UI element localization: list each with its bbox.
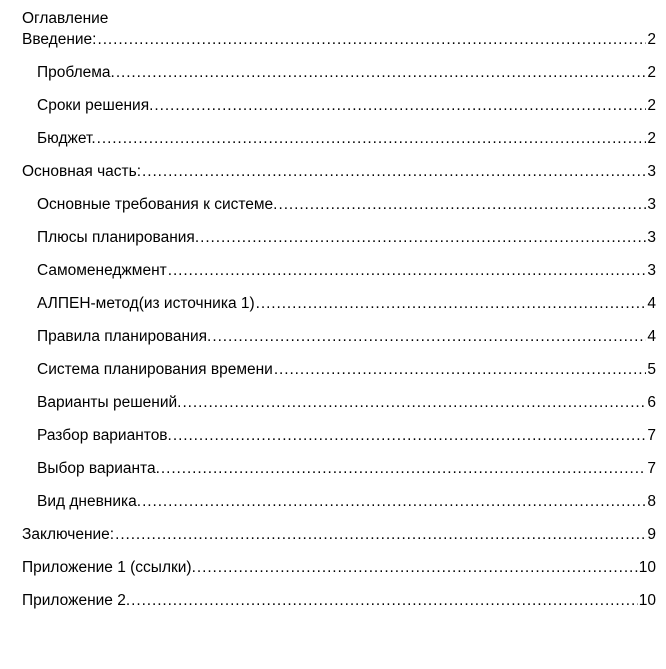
toc-entry-title: Вид дневника. [37, 493, 142, 510]
toc-entry-page-number: 6 [647, 394, 656, 411]
toc-entry-page-number: 9 [647, 526, 656, 543]
toc-entry[interactable] [22, 96, 656, 129]
toc-dot-leader [197, 558, 638, 578]
toc-entry[interactable] [22, 228, 656, 261]
toc-dot-leader [161, 459, 646, 479]
toc-entry[interactable] [22, 591, 656, 624]
toc-entry[interactable] [22, 129, 656, 162]
toc-entry[interactable] [22, 558, 656, 591]
toc-entry[interactable] [22, 63, 656, 96]
toc-entry[interactable] [22, 426, 656, 459]
toc-entry-title: Система планирования времени [37, 361, 273, 378]
toc-entry-page-number: 4 [647, 328, 656, 345]
toc-entry[interactable] [22, 525, 656, 558]
toc-entry[interactable] [22, 162, 656, 195]
toc-entry-page-number: 8 [647, 493, 656, 510]
toc-dot-leader [274, 360, 647, 380]
toc-dot-leader [279, 195, 647, 215]
toc-entry-title: Варианты решений. [37, 394, 182, 411]
toc-dot-leader [256, 294, 647, 314]
toc-entry-page-number: 3 [647, 229, 656, 246]
toc-entry-title: Введение: [22, 31, 97, 48]
toc-entries [22, 30, 656, 624]
toc-entry-title: Бюджет. [37, 130, 96, 147]
toc-dot-leader [131, 591, 638, 611]
toc-entry-page-number: 3 [647, 196, 656, 213]
toc-entry[interactable] [22, 30, 656, 63]
toc-entry-title: Проблема. [37, 64, 115, 81]
toc-entry[interactable] [22, 492, 656, 525]
toc-entry-page-number: 3 [647, 262, 656, 279]
toc-entry-page-number: 2 [647, 64, 656, 81]
table-of-contents [22, 9, 656, 624]
toc-entry-page-number: 3 [647, 163, 656, 180]
toc-dot-leader [168, 261, 647, 281]
toc-dot-leader [142, 492, 646, 512]
toc-entry-title: Основная часть: [22, 163, 142, 180]
toc-dot-leader [115, 525, 646, 545]
toc-entry[interactable] [22, 294, 656, 327]
toc-entry-title: Выбор варианта. [37, 460, 160, 477]
toc-entry-page-number: 4 [647, 295, 656, 312]
toc-dot-leader [182, 393, 646, 413]
toc-entry-title: Приложение 1 (ссылки). [22, 559, 196, 576]
toc-entry-title: Правила планирования. [37, 328, 212, 345]
toc-entry[interactable] [22, 360, 656, 393]
toc-entry-title: Плюсы планирования. [37, 229, 200, 246]
toc-entry-title: Приложение 2. [22, 592, 131, 609]
toc-heading: Оглавление [22, 10, 109, 27]
toc-entry[interactable] [22, 459, 656, 492]
toc-entry[interactable] [22, 393, 656, 426]
toc-entry-page-number: 10 [638, 592, 656, 609]
toc-entry[interactable] [22, 327, 656, 360]
toc-entry-title: Сроки решения. [37, 97, 154, 114]
toc-entry-title: Основные требования к системе. [37, 196, 278, 213]
toc-entry-title: АЛПЕН-метод(из источника 1) [37, 295, 255, 312]
toc-dot-leader [212, 327, 646, 347]
toc-entry-title: Заключение: [22, 526, 115, 543]
toc-entry-page-number: 5 [647, 361, 656, 378]
toc-entry-title: Самоменеджмент [37, 262, 167, 279]
toc-dot-leader [116, 63, 647, 83]
toc-entry-title: Разбор вариантов. [37, 427, 172, 444]
toc-dot-leader [173, 426, 647, 446]
toc-entry[interactable] [22, 195, 656, 228]
toc-dot-leader [200, 228, 646, 248]
toc-dot-leader [98, 30, 647, 50]
toc-entry-page-number: 2 [647, 130, 656, 147]
toc-dot-leader [154, 96, 646, 116]
toc-dot-leader [97, 129, 647, 149]
toc-entry-page-number: 10 [638, 559, 656, 576]
toc-entry-page-number: 7 [647, 427, 656, 444]
toc-entry-page-number: 2 [647, 97, 656, 114]
toc-entry[interactable] [22, 261, 656, 294]
toc-entry-page-number: 7 [647, 460, 656, 477]
toc-dot-leader [142, 162, 646, 182]
toc-entry-page-number: 2 [647, 31, 656, 48]
